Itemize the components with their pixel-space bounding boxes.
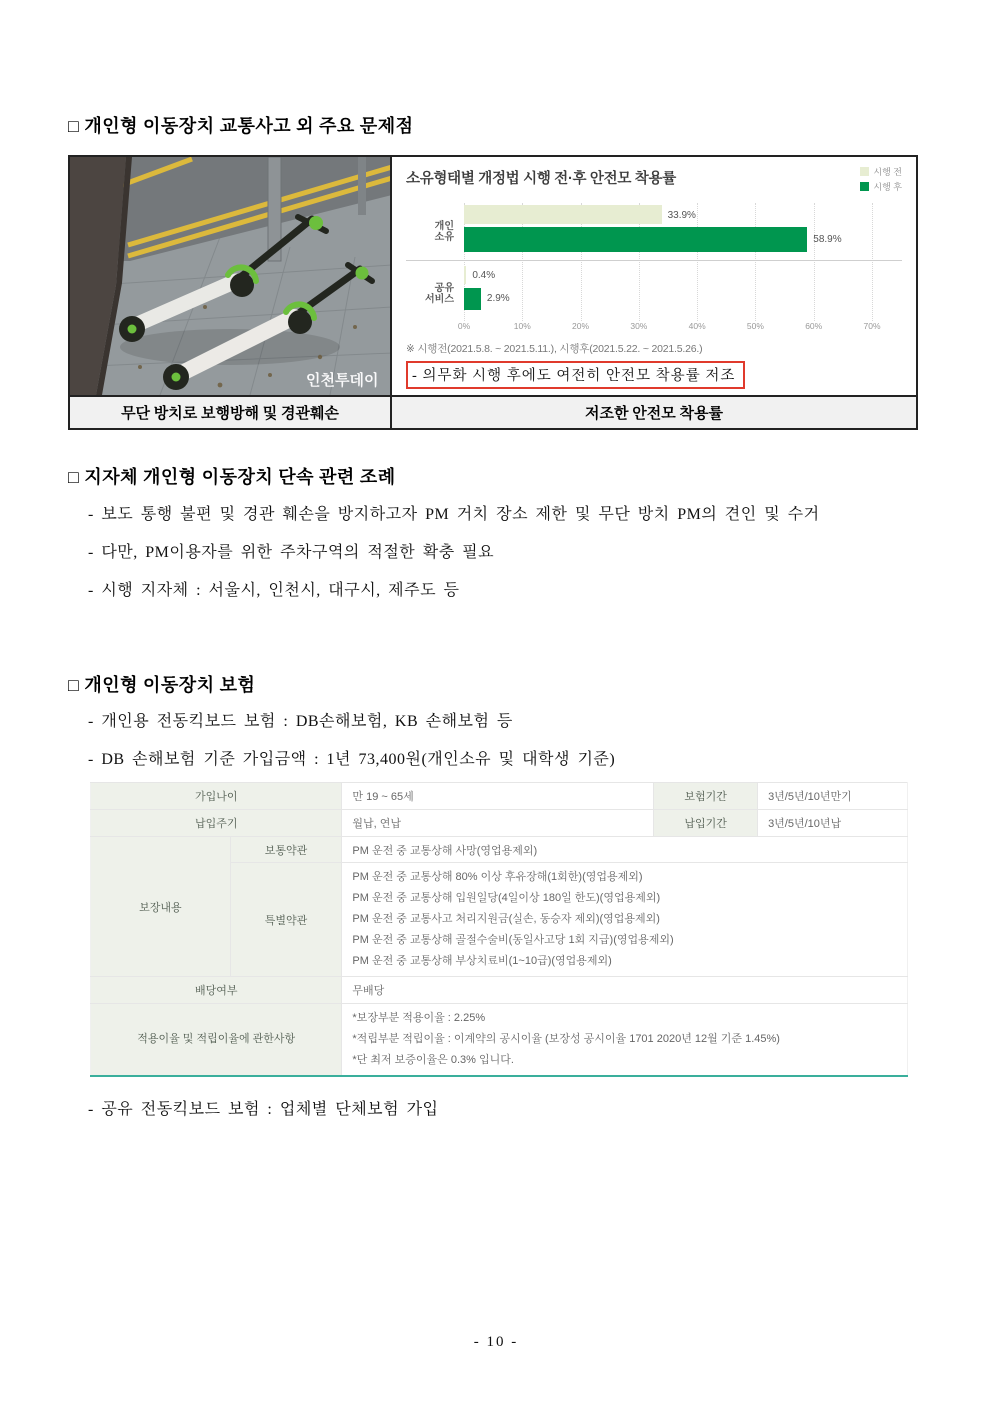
table-header-cell: 가입나이 — [91, 783, 342, 810]
group-separator — [406, 260, 902, 261]
bar-shared-after — [464, 288, 481, 310]
table-header-cell: 보통약관 — [230, 837, 342, 863]
page-number: - 10 - — [473, 1334, 519, 1350]
x-tick: 40% — [688, 321, 706, 331]
bullet-item: - 다만, PM이용자를 위한 주차구역의 적절한 확충 필요 — [88, 544, 495, 561]
chart-highlight-redbox: - 의무화 시행 후에도 여전히 안전모 착용률 저조 — [406, 361, 745, 389]
insurance-detail-table — [90, 782, 908, 1077]
x-axis — [457, 321, 881, 333]
figure-row — [70, 157, 916, 395]
bar-personal-before — [464, 205, 662, 224]
legend-item-after — [860, 180, 902, 193]
section3-heading: □ 개인형 이동장치 보험 — [68, 675, 256, 695]
bullet-item: - 시행 지자체 : 서울시, 인천시, 대구시, 제주도 등 — [88, 582, 460, 599]
gridline — [872, 203, 873, 321]
chart-period-note: ※ 시행전(2021.5.8. ~ 2021.5.11.), 시행후(2021.5.22. ~ 2021.5.26.) — [406, 343, 703, 355]
photo-watermark: 인천투데이 — [306, 372, 379, 389]
photo-caption: 무단 방치로 보행방해 및 경관훼손 — [70, 397, 392, 428]
bar-personal-after — [464, 227, 807, 252]
figure-block — [68, 155, 918, 430]
legend-swatch-after — [860, 182, 869, 191]
photo-fallen-scooters — [70, 157, 392, 395]
chart-title: 소유형태별 개정법 시행 전·후 안전모 착용률 — [406, 171, 676, 187]
table-value-cell: 만 19 ~ 65세 — [342, 783, 654, 810]
table-header-cell: 특별약관 — [230, 863, 342, 977]
table-value-cell: 3년/5년/10년만기 — [758, 783, 908, 810]
category-label-personal: 개인 소유 — [434, 221, 454, 243]
x-tick: 30% — [630, 321, 648, 331]
helmet-usage-chart — [392, 157, 916, 395]
x-tick: 60% — [805, 321, 823, 331]
x-tick: 10% — [513, 321, 531, 331]
chart-caption: 저조한 안전모 착용률 — [585, 406, 723, 422]
scooter-photo-illustration — [70, 157, 392, 395]
table-value-cell: PM 운전 중 교통상해 80% 이상 후유장해(1회한)(영업용제외) PM 운전 중 교통상해 입원일당(4일이상 180일 한도)(영업용제외) PM 운전 중 교통사고 처리지원금(실손, 동승자 제외)(영업용제외) PM 운전 중 교통상해 골절수술비(동일사고당 1회 지급)(영업용제외) PM 운전 중 교통상해 부상치료비(1~10급)(영업용제외) — [342, 863, 908, 977]
section3-last-bullet — [68, 1093, 928, 1131]
section2-heading: □ 지자체 개인형 이동장치 단속 관련 조례 — [68, 467, 396, 487]
table-value-cell: 월납, 연납 — [342, 810, 654, 837]
legend-swatch-before — [860, 167, 869, 176]
bullet-item: - 보도 통행 불편 및 경관 훼손을 방지하고자 PM 거치 장소 제한 및 무단 방치 PM의 견인 및 수거 — [88, 506, 820, 523]
chart-header — [406, 167, 902, 193]
legend-item-before — [860, 165, 902, 178]
x-tick: 50% — [746, 321, 764, 331]
bullet-item: - 개인용 전동킥보드 보험 : DB손해보험, KB 손해보험 등 — [88, 713, 513, 730]
legend-label-after: 시행 후 — [873, 182, 902, 192]
bar-label-shared-before: 0.4% — [472, 270, 496, 281]
x-tick: 0% — [457, 321, 471, 331]
chart-plot — [425, 203, 872, 321]
bullet-item: - 공유 전동킥보드 보험 : 업체별 단체보험 가입 — [88, 1101, 439, 1118]
table-header-cell: 납입기간 — [654, 810, 758, 837]
bullet-item: - DB 손해보험 기준 가입금액 : 1년 73,400원(개인소유 및 대학생 기준) — [88, 751, 616, 768]
section1-heading: □ 개인형 이동장치 교통사고 외 주요 문제점 — [68, 116, 414, 136]
table-value-cell: 무배당 — [342, 977, 908, 1004]
section3-bullets — [68, 705, 928, 781]
category-label-shared: 공유 서비스 — [425, 283, 454, 305]
chart-legend — [860, 165, 902, 193]
gridline — [814, 203, 815, 321]
table-header-cell: 배당여부 — [91, 977, 342, 1004]
x-tick: 20% — [572, 321, 590, 331]
bar-label-personal-before: 33.9% — [667, 210, 696, 221]
bar-shared-before — [464, 266, 466, 284]
table-value-cell: *보장부분 적용이율 : 2.25% *적립부분 적립이율 : 이계약의 공시이율 (보장성 공시이율 1701 2020년 12월 기준 1.45%) *단 최저 보증이율은 0.3% 입니다. — [342, 1004, 908, 1077]
figure-captions — [70, 395, 916, 428]
table-value-cell: PM 운전 중 교통상해 사망(영업용제외) — [342, 837, 908, 863]
table-header-cell: 보장내용 — [91, 837, 231, 977]
x-tick: 70% — [863, 321, 881, 331]
bar-label-shared-after: 2.9% — [486, 293, 510, 304]
gridline — [755, 203, 756, 321]
gridline — [697, 203, 698, 321]
legend-label-before: 시행 전 — [873, 167, 902, 177]
table-value-cell: 3년/5년/10년납 — [758, 810, 908, 837]
section2-bullets — [68, 498, 928, 612]
bar-label-personal-after: 58.9% — [813, 234, 842, 245]
table-header-cell: 보험기간 — [654, 783, 758, 810]
table-header-cell: 납입주기 — [91, 810, 342, 837]
table-header-cell: 적용이율 및 적립이율에 관한사항 — [91, 1004, 342, 1077]
